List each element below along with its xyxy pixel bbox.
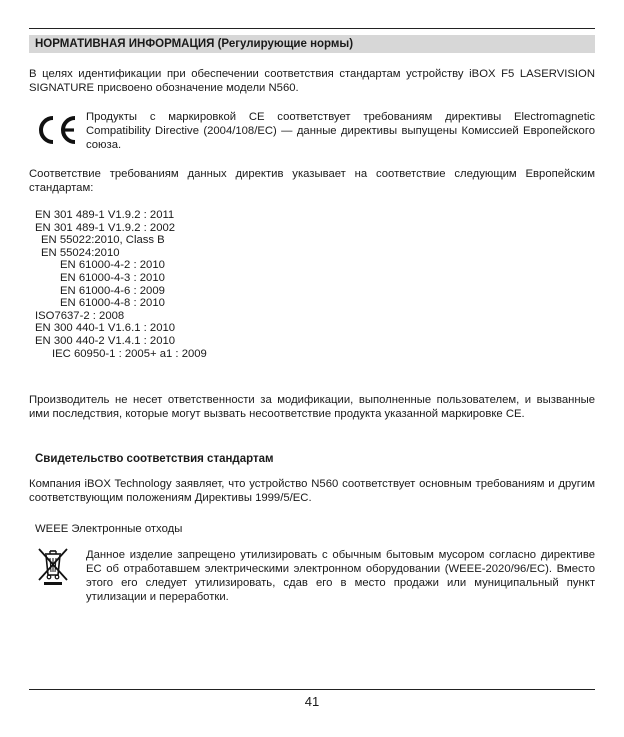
page-number: 41 <box>304 694 320 709</box>
bottom-divider <box>29 689 595 690</box>
standard-item: EN 61000-4-3 : 2010 <box>60 271 165 284</box>
standard-item: EN 61000-4-6 : 2009 <box>60 284 165 297</box>
standard-item: EN 55024:2010 <box>41 246 120 259</box>
liability-paragraph: Производитель не несет ответственности за модификации, выполненные пользователем, и вызванные ими последствия, которые могут вызвать несоответствие продукта указанной маркировке CE. <box>29 394 595 420</box>
intro-paragraph: В целях идентификации при обеспечении соответствия стандартам устройству iBOX F5 LASERVISION SIGNATURE присвоено обозначение модели N560. <box>29 68 595 94</box>
conformity-paragraph: Соответствие требованиям данных директив указывает на соответствие следующим Европейским стандартам: <box>29 168 595 194</box>
top-divider <box>29 28 595 29</box>
ce-mark-icon <box>34 113 78 147</box>
weee-label: WEEE Электронные отходы <box>35 523 183 535</box>
certificate-paragraph: Компания iBOX Technology заявляет, что устройство N560 соответствует основным требованиям и другим соответствующим положениям Директивы 1999/5/EC. <box>29 478 595 504</box>
weee-paragraph: Данное изделие запрещено утилизировать с обычным бытовым мусором согласно директиве ЕС об отработавшем электрическими электронном оборудовании (WEEE-2020/96/EC). Вместо этого его следует утилизировать, сдав его в место продажи или муниципальный пункт утилизации и переработки. <box>86 549 595 603</box>
standard-item: EN 301 489-1 V1.9.2 : 2002 <box>35 221 176 234</box>
standard-item: EN 61000-4-2 : 2010 <box>60 259 165 272</box>
standard-item: EN 301 489-1 V1.9.2 : 2011 <box>35 209 175 221</box>
standard-item: EN 300 440-2 V1.4.1 : 2010 <box>35 334 176 347</box>
standard-item: EN 55022:2010, Class B <box>41 234 165 247</box>
standards-list <box>35 209 207 360</box>
standard-item: IEC 60950-1 : 2005+ a1 : 2009 <box>52 347 207 360</box>
certificate-heading: Свидетельство соответствия стандартам <box>35 453 274 465</box>
crossed-out-bin-icon <box>36 545 70 585</box>
ce-paragraph: Продукты с маркировкой CE соответствует требованиям директивы Electromagnetic Compatibility Directive (2004/108/EC) — данные директивы выпущены Комиссией Европейского союза. <box>86 111 595 151</box>
section-title: НОРМАТИВНАЯ ИНФОРМАЦИЯ (Регулирующие нормы) <box>29 35 595 53</box>
standard-item: EN 300 440-1 V1.6.1 : 2010 <box>35 322 176 335</box>
standard-item: EN 61000-4-8 : 2010 <box>60 297 165 310</box>
standard-item: ISO7637-2 : 2008 <box>35 309 125 322</box>
